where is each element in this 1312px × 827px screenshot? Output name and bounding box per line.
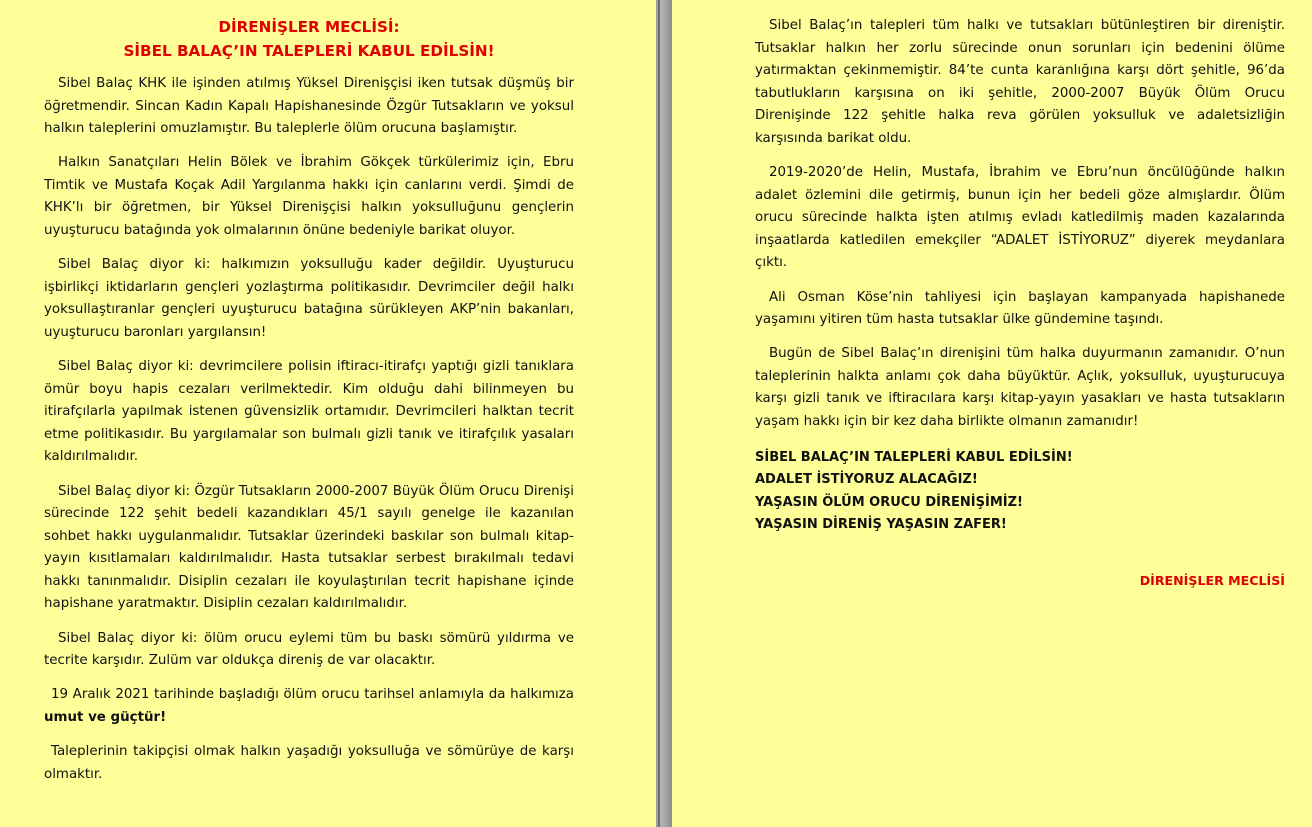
paragraph-7-text: 19 Aralık 2021 tarihinde başladığı ölüm orucu tarihsel anlamıyla da halkımıza xyxy=(51,687,574,703)
right-paragraph-3: Ali Osman Köse’nin tahliyesi için başlayan kampanyada hapishanede yaşamını yitiren tüm hasta tutsaklar ülke gündemine taşındı. xyxy=(755,289,1285,328)
page-separator xyxy=(658,0,660,827)
paragraph-7 xyxy=(44,684,574,729)
document-page-right xyxy=(672,0,1312,827)
right-paragraph-2: 2019-2020’de Helin, Mustafa, İbrahim ve Ebru’nun öncülüğünde halkın adalet özlemini dile getirmiş, bunun için her bedeli göze almışlardır. Ölüm orucu sürecinde halkta işten atılmış evladı katledilmiş maden kazalarında inşaatlarda katledilen emekçiler “ADALET İSTİYORUZ” diyerek meydanlara çıktı. xyxy=(755,165,1285,271)
paragraph-6: Sibel Balaç diyor ki: ölüm orucu eylemi tüm bu baskı sömürü yıldırma ve tecrite karşıdır. Zulüm var oldukça direniş de var olacaktır. xyxy=(44,630,574,669)
paragraph-3: Sibel Balaç diyor ki: halkımızın yoksulluğu kader değildir. Uyuşturucu işbirlikçi iktidarların gençleri yozlaştırma politikasıdır. Devrimciler değil halkı yoksullaştıranlar gençleri uyuşturucu batağına sürükleyen AKP’nin bakanları, uyuşturucu baronları yargılansın! xyxy=(44,257,574,340)
slogan-4: YAŞASIN DİRENİŞ YAŞASIN ZAFER! xyxy=(755,517,1007,533)
slogan-list xyxy=(755,447,1285,537)
signature: DİRENİŞLER MECLİSİ xyxy=(1139,572,1285,588)
paragraph-4: Sibel Balaç diyor ki: devrimcilere polisin iftiracı-itirafçı yaptığı gizli tanıklara ömür boyu hapis cezaları verilmektedir. Kim olduğu dahi bilinmeyen bu itirafçılarla yapılmak istenen güvensizlik ortamıdır. Devrimcileri halktan tecrit etme politikasıdır. Bu yargılamalar son bulmalı gizli tanık ve itirafçılık yasaları kaldırılmalıdır. xyxy=(44,359,574,465)
right-paragraph-4: Bugün de Sibel Balaç’ın direnişini tüm halka duyurmanın zamanıdır. O’nun taleplerinin halkta anlamı çok daha büyüktür. Açlık, yoksulluk, uyuşturucuya karşı gizli tanık ve iftiracılara karşı kitap-yayın yasakları ve hasta tutsakların yaşam hakkı için bir kez daha birlikte olmanın zamanıdır! xyxy=(755,346,1285,429)
page-title-line2: SİBEL BALAÇ’IN TALEPLERİ KABUL EDİLSİN! xyxy=(123,42,495,60)
slogan-1: SİBEL BALAÇ’IN TALEPLERİ KABUL EDİLSİN! xyxy=(755,449,1073,465)
slogan-3: YAŞASIN ÖLÜM ORUCU DİRENİŞİMİZ! xyxy=(755,494,1023,510)
paragraph-8: Taleplerinin takipçisi olmak halkın yaşadığı yoksulluğa ve sömürüye de karşı olmaktır. xyxy=(44,743,574,782)
paragraph-7-bold: umut ve güçtür! xyxy=(44,709,167,725)
page-title-line1: DİRENİŞLER MECLİSİ: xyxy=(218,18,400,36)
slogan-2: ADALET İSTİYORUZ ALACAĞIZ! xyxy=(755,472,978,488)
right-paragraph-1: Sibel Balaç’ın talepleri tüm halkı ve tutsakları bütünleştiren bir direniştir. Tutsaklar halkın her zorlu sürecinde onun sorunları için bedenini ölüme yatırmaktan çekinmemiştir. 84’te cunta karanlığına karşı dört şehitle, 96’da tabutlukların karşısına on iki şehitle, 2000-2007 Büyük Ölüm Orucu Direnişinde 122 şehitle halka reva görülen yoksulluk ve adaletsizliğin karşısında barikat oldu. xyxy=(755,18,1285,146)
paragraph-2: Halkın Sanatçıları Helin Bölek ve İbrahim Gökçek türkülerimiz için, Ebru Timtik ve Mustafa Koçak Adil Yargılanma hakkı için canlarını verdi. Şimdi de KHK’lı bir öğretmen, bir Yüksel Direnişçisi halkın yoksulluğunu gençlerin uyuşturucu batağında yok olmalarının önüne bedeniyle barikat oluyor. xyxy=(44,155,574,239)
paragraph-1: Sibel Balaç KHK ile işinden atılmış Yüksel Direnişçisi iken tutsak düşmüş bir öğretmendir. Sincan Kadın Kapalı Hapishanesinde Özgür Tutsakların ve yoksul halkın taleplerini omuzlamıştır. Bu taleplerle ölüm orucuna başlamıştır. xyxy=(44,76,574,137)
paragraph-5: Sibel Balaç diyor ki: Özgür Tutsakların 2000-2007 Büyük Ölüm Orucu Direnişi sürecinde 122 şehit bedeli kazandıkları 45/1 sayılı genelge ile kazanılan sohbet hakkı uygulanmalıdır. Tutsaklar üzerindeki baskılar son bulmalı kitap-yayın kısıtlamaları kaldırılmalıdır. Hasta tutsaklar serbest bırakılmalı tedavi hakkı tanınmalıdır. Disiplin cezaları ile koyulaştırılan tecrit hapishane içinde hapishane yaratmaktır. Disiplin cezaları kaldırılmalıdır. xyxy=(44,483,574,612)
